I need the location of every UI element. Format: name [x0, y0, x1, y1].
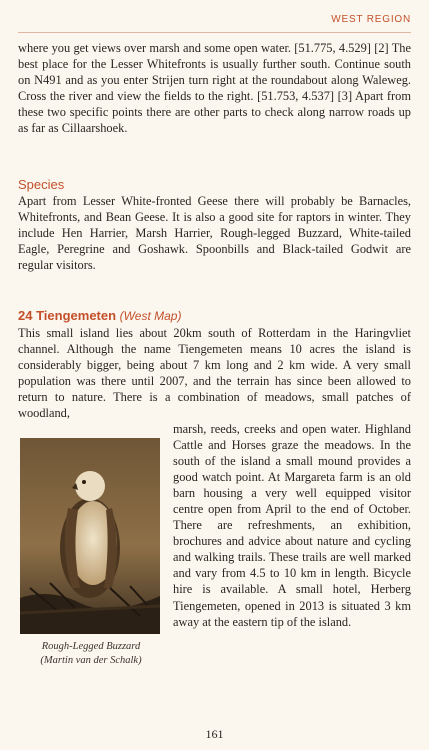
caption-credit: (Martin van der Schalk)	[40, 655, 142, 666]
site-heading	[18, 308, 181, 323]
bird-photo	[20, 438, 160, 634]
caption-species: Rough-Legged Buzzard	[41, 641, 141, 652]
site-wrap-paragraph: marsh, reeds, creeks and open water. Highland Cattle and Horses graze the meadows. In the south of the island a small mound provides a good watch point. At Margareta farm is an old barn housing a very well equipped visitor centre open from April to the end of October. There are refreshments, an exhibition, brochures and advice about nature and cycling and walking trails. These trails are well marked and vary from 4.5 to 10 km in length. Bicycle hire is available. A small hotel, Herberg Tiengemeten, opened in 2013 is situated 3 km away at the eastern tip of the island.	[173, 422, 411, 629]
intro-paragraph-block	[18, 40, 411, 136]
site-text-block	[18, 325, 411, 421]
book-page	[18, 0, 411, 750]
header-rule	[18, 32, 411, 33]
intro-paragraph: where you get views over marsh and some open water. [51.775, 4.529] [2] The best place for the Lesser Whitefronts is usually further south. Continue south on N491 and as you enter Strijen turn right at the roundabout along Waleweg. Cross the river and view the fields to the right. [51.753, 4.537] [3] Apart from these two specific points there are other parts to check along narrow roads up as far as Cillaarshoek.	[18, 41, 411, 136]
site-paragraph: This small island lies about 20km south of Rotterdam in the Haringvliet channel. Although the name Tiengemeten means 10 acres the island is considerably bigger, being about 7 km long and 2 km wide. A very small population was there until 2007, and the terrain has since been allowed to return to nature. There is a combination of meadows, small patches of woodland,	[18, 326, 411, 421]
site-number: 24	[18, 308, 33, 323]
site-name: Tiengemeten	[36, 308, 117, 323]
running-head: WEST REGION	[331, 14, 411, 25]
site-wrap-block	[173, 421, 411, 630]
page-number: 161	[205, 727, 224, 741]
species-paragraph: Apart from Lesser White-fronted Geese there will probably be Barnacles, Whitefronts, and Bean Geese. It is also a good site for raptors in winter. They include Hen Harrier, Marsh Harrier, Rough-legged Buzzard, White-tailed Eagle, Peregrine and Goshawk. Spoonbills and Black-tailed Godwit are regular visitors.	[18, 194, 411, 273]
site-map-ref: (West Map)	[119, 309, 182, 323]
species-block	[18, 193, 411, 273]
photo-caption	[18, 640, 164, 668]
species-heading: Species	[18, 177, 65, 192]
